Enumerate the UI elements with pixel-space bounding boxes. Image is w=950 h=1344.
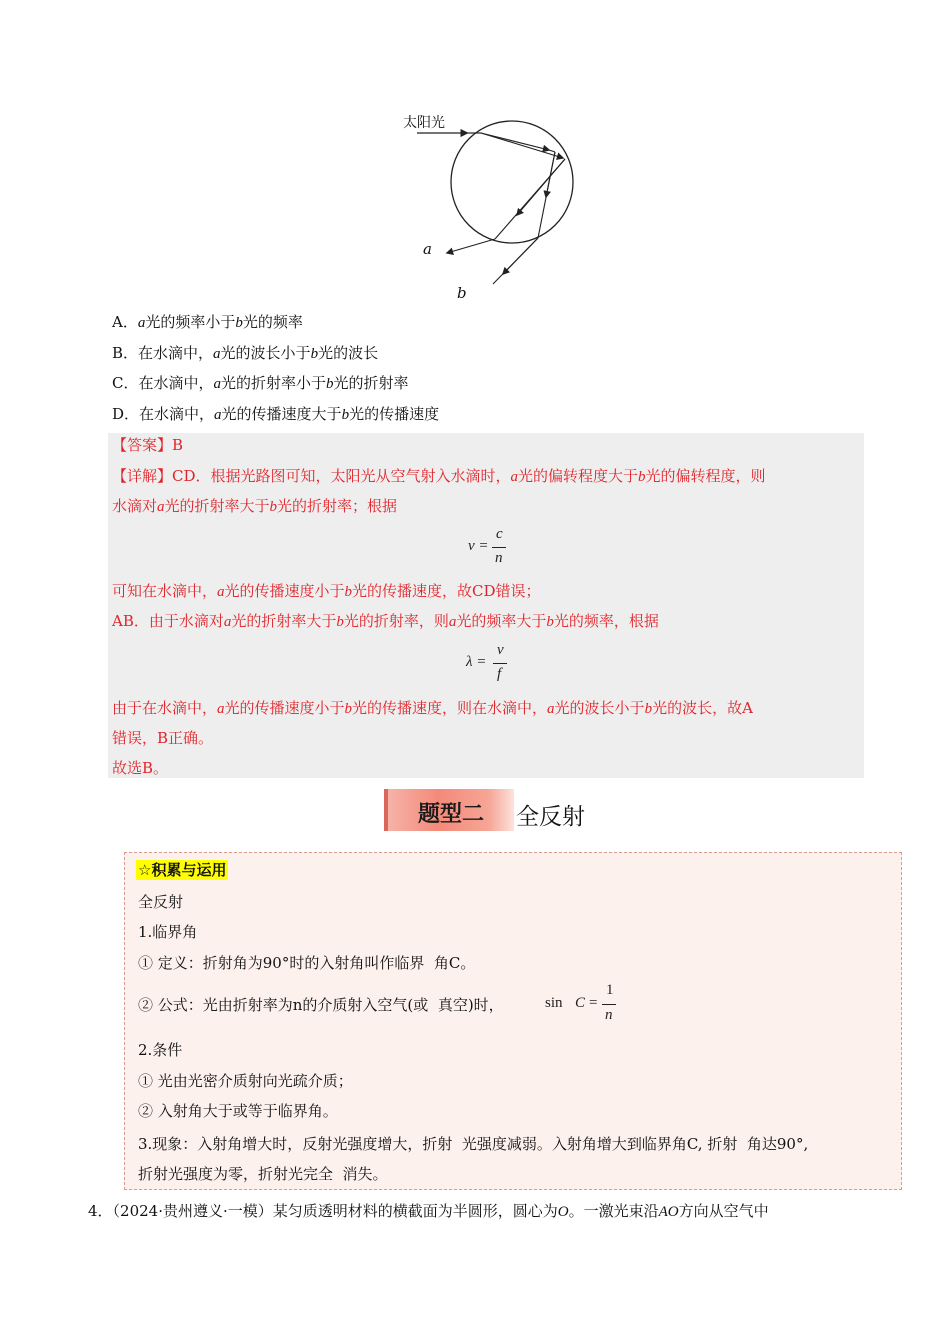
water-drop-circle — [451, 121, 573, 243]
detail-line-6: 错误，B正确。 — [112, 729, 214, 747]
raindrop-diagram — [395, 105, 585, 305]
formula-velocity: v = c n — [468, 526, 518, 570]
option-b[interactable]: B．在水滴中，a光的波长小于b光的波长 — [112, 344, 379, 362]
section-title: 全反射 — [516, 804, 585, 830]
option-d[interactable]: D．在水滴中，a光的传播速度大于b光的传播速度 — [112, 405, 440, 423]
answer-line: 【答案】B — [112, 436, 184, 454]
detail-line-4: AB．由于水滴对a光的折射率大于b光的折射率，则a光的频率大于b光的频率，根据 — [112, 612, 659, 630]
kb-line-4: ② 公式：光由折射率为n的介质射入空气(或 真空)时， — [138, 996, 504, 1014]
detail-line-7: 故选B。 — [112, 759, 169, 777]
section-tag: 题型二 — [384, 789, 514, 831]
detail-line-5: 由于在水滴中，a光的传播速度小于b光的传播速度，则在水滴中，a光的波长小于b光的波长，故A — [112, 699, 753, 717]
kb-line-7: ② 入射角大于或等于临界角。 — [138, 1102, 338, 1120]
question-4: 4．（2024·贵州遵义·一模）某匀质透明材料的横截面为半圆形，圆心为O。一激光束沿AO方向从空气中 — [88, 1202, 769, 1220]
exit-ray-a — [447, 239, 495, 253]
sunlight-label: 太阳光 — [403, 115, 445, 131]
option-c[interactable]: C．在水滴中，a光的折射率小于b光的折射率 — [112, 374, 409, 392]
option-a[interactable]: A．a光的频率小于b光的频率 — [112, 313, 303, 331]
kb-line-3: ① 定义：折射角为90°时的入射角叫作临界 角C。 — [138, 954, 476, 972]
knowledge-label: ☆积累与运用 — [138, 861, 227, 879]
formula-critical-angle: sin C = 1 n — [545, 982, 625, 1028]
detail-line-3: 可知在水滴中，a光的传播速度小于b光的传播速度，故CD错误； — [112, 582, 541, 600]
refracted-ray-a — [481, 133, 563, 158]
refracted-ray-b — [481, 133, 549, 150]
kb-line-9: 折射光强度为零，折射光完全 消失。 — [138, 1165, 388, 1183]
kb-line-8: 3.现象：入射角增大时，反射光强度增大，折射 光强度减弱。入射角增大到临界角C, 折射 角达90°, — [138, 1135, 809, 1153]
ray-b-label: b — [457, 284, 467, 302]
detail-line-2: 水滴对a光的折射率大于b光的折射率；根据 — [112, 497, 398, 515]
kb-line-6: ① 光由光密介质射向光疏介质； — [138, 1072, 353, 1090]
formula-wavelength: λ = v f — [466, 642, 516, 686]
kb-line-1: 全反射 — [138, 893, 184, 911]
kb-line-5: 2.条件 — [138, 1041, 183, 1059]
kb-line-2: 1.临界角 — [138, 923, 198, 941]
ray-a-label: a — [423, 240, 432, 258]
detail-line-1: 【详解】CD．根据光路图可知，太阳光从空气射入水滴时，a光的偏转程度大于b光的偏转程度，则 — [112, 467, 766, 485]
